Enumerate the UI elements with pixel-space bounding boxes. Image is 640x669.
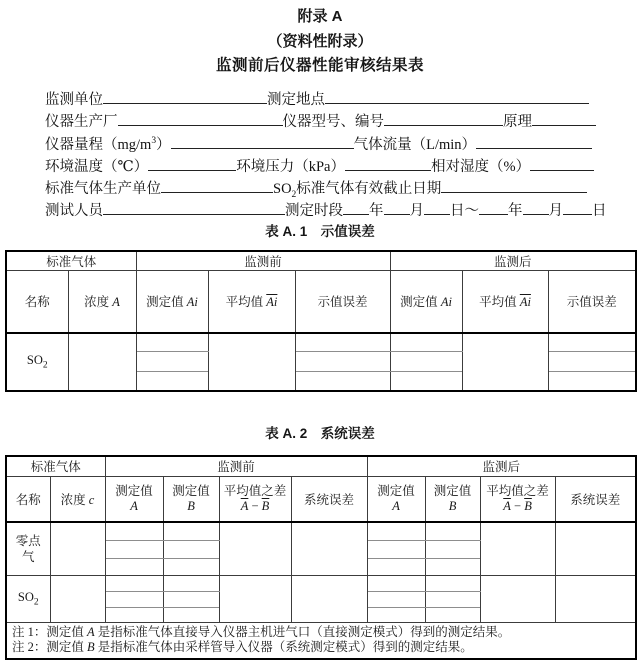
- empty-cell: [390, 333, 462, 352]
- empty-cell: [105, 558, 163, 575]
- empty-cell: [295, 333, 390, 352]
- column-header-row: [6, 476, 636, 522]
- empty-cell: [425, 522, 480, 540]
- form-label: 原理: [503, 114, 532, 131]
- empty-cell: [208, 333, 295, 391]
- form-label: 月: [409, 203, 424, 220]
- row-label-so2: $SO_2$: [6, 575, 50, 622]
- col-header-measured-after: 测定值 Ai: [390, 271, 462, 333]
- col-header-concentration: 浓度 A: [68, 271, 136, 333]
- col-header-mean-after: 平均值 $\overline{Ai}$: [462, 271, 548, 333]
- col-header-measured-a-before: 测定值 A: [105, 476, 163, 522]
- table-a2-system-error: [5, 455, 637, 660]
- data-subrow-1: [6, 333, 636, 352]
- group-header-standard-gas: 标准气体: [6, 456, 105, 476]
- appendix-subtitle: （资料性附录）: [267, 33, 373, 50]
- empty-cell: [425, 540, 480, 558]
- group-header-before-monitoring: 监测前: [136, 251, 390, 271]
- empty-cell: [367, 540, 425, 558]
- form-label: 月: [548, 203, 563, 220]
- col-header-system-error-after: 系统误差: [555, 476, 636, 522]
- col-header-system-error-before: 系统误差: [291, 476, 367, 522]
- zero-gas-subrow-1: [6, 522, 636, 540]
- empty-cell: [163, 607, 219, 622]
- form-label: 仪器生产厂: [45, 114, 118, 131]
- form-label: 监测单位: [45, 92, 103, 108]
- form-line: [45, 133, 630, 155]
- note-line-1: 注 1：测定值 A 是指标准气体直接导入仪器主机进气口（直接测定模式）得到的测定结果。: [12, 624, 511, 639]
- empty-cell: [548, 352, 636, 372]
- empty-cell: [555, 575, 636, 622]
- blank-field: [325, 89, 589, 104]
- col-header-concentration: 浓度 c: [50, 476, 105, 522]
- table-a1-indication-error: [5, 250, 637, 392]
- form-line: [45, 177, 630, 199]
- mean-diff-formula: $\overline{A} - \overline{B}$: [503, 498, 532, 513]
- form-label: 测定时段: [285, 203, 343, 220]
- empty-cell: [136, 372, 208, 391]
- col-header-measured-b-after: 测定值 B: [425, 476, 480, 522]
- empty-cell: [425, 607, 480, 622]
- empty-cell: [291, 522, 367, 575]
- form-label: 气体流量（L/min）: [353, 136, 477, 153]
- empty-cell: [295, 352, 390, 372]
- col-header-name: 名称: [6, 271, 68, 333]
- form-label: ）: [156, 136, 171, 153]
- group-header-after-monitoring: 监测后: [390, 251, 636, 271]
- blank-field: [161, 178, 273, 193]
- form-line: [45, 88, 630, 110]
- blank-field: [118, 111, 283, 126]
- blank-field: [441, 178, 587, 193]
- empty-cell: [68, 333, 136, 391]
- col-header-measured-before: 测定值 Ai: [136, 271, 208, 333]
- empty-cell: [390, 372, 462, 391]
- empty-cell: [219, 575, 291, 622]
- form-label: 日: [592, 203, 607, 220]
- column-header-row: [6, 271, 636, 333]
- group-header-standard-gas: 标准气体: [6, 251, 136, 271]
- form-section: [45, 88, 630, 222]
- group-header-after-monitoring: 监测后: [367, 456, 636, 476]
- empty-cell: [136, 352, 208, 372]
- form-line: [45, 155, 630, 177]
- blank-field: [171, 134, 354, 149]
- col-header-error-after: 示值误差: [548, 271, 636, 333]
- empty-cell: [548, 333, 636, 352]
- form-label: 仪器量程（mg/m: [45, 136, 152, 153]
- appendix-title: 附录 A: [297, 8, 343, 25]
- form-label: SO: [273, 181, 292, 198]
- empty-cell: [50, 575, 105, 622]
- empty-cell: [548, 372, 636, 391]
- blank-field: [384, 200, 410, 215]
- group-header-row: [6, 456, 636, 476]
- empty-cell: [136, 333, 208, 352]
- empty-cell: [425, 558, 480, 575]
- empty-cell: [163, 540, 219, 558]
- empty-cell: [291, 575, 367, 622]
- form-label: 环境压力（kPa）: [236, 158, 345, 175]
- form-label: 仪器型号、编号: [282, 114, 384, 131]
- empty-cell: [480, 522, 555, 575]
- form-label: 标准气体生产单位: [45, 181, 161, 198]
- empty-cell: [295, 372, 390, 391]
- form-label: 2: [291, 190, 297, 201]
- form-label: 测定地点: [267, 92, 325, 108]
- empty-cell: [425, 591, 480, 607]
- blank-field: [103, 200, 285, 215]
- empty-cell: [425, 575, 480, 591]
- empty-cell: [105, 607, 163, 622]
- empty-cell: [367, 607, 425, 622]
- empty-cell: [105, 522, 163, 540]
- form-label: 3: [151, 135, 157, 146]
- empty-cell: [163, 558, 219, 575]
- table-a1-caption: 表 A. 1 示值误差: [265, 224, 375, 239]
- empty-cell: [105, 575, 163, 591]
- form-label: 测试人员: [45, 203, 103, 220]
- blank-field: [532, 111, 596, 126]
- empty-cell: [163, 522, 219, 540]
- blank-field: [345, 156, 431, 171]
- empty-cell: [50, 522, 105, 575]
- col-header-measured-b-before: 测定值 B: [163, 476, 219, 522]
- empty-cell: [163, 575, 219, 591]
- blank-field: [343, 200, 369, 215]
- group-header-row: [6, 251, 636, 271]
- form-label: 年: [369, 203, 384, 220]
- form-line: [45, 110, 630, 132]
- empty-cell: [367, 558, 425, 575]
- empty-cell: [390, 352, 462, 372]
- so2-subrow-1: [6, 575, 636, 591]
- blank-field: [479, 200, 508, 215]
- row-label-so2: $SO_2$: [6, 333, 68, 391]
- empty-cell: [480, 575, 555, 622]
- doc-title: 监测前后仪器性能审核结果表: [215, 57, 424, 74]
- table-a2-caption: 表 A. 2 系统误差: [265, 426, 375, 441]
- blank-field: [424, 200, 450, 215]
- blank-field: [148, 156, 236, 171]
- row-label-zero-gas: 零点 气: [6, 522, 50, 575]
- col-header-mean-diff-before: 平均值之差 $\overline{A} - \overline{B}$: [219, 476, 291, 522]
- form-label: 年: [508, 203, 523, 220]
- empty-cell: [555, 522, 636, 575]
- form-label: 标准气体有效截止日期: [296, 181, 442, 198]
- col-header-mean-diff-after: 平均值之差 $\overline{A} - \overline{B}$: [480, 476, 555, 522]
- group-header-before-monitoring: 监测前: [105, 456, 367, 476]
- blank-field: [384, 111, 503, 126]
- mean-diff-formula: $\overline{A} - \overline{B}$: [240, 498, 270, 513]
- empty-cell: [219, 522, 291, 575]
- form-label: 日～: [450, 203, 479, 220]
- col-header-mean-before: 平均值 $\overline{Ai}$: [208, 271, 295, 333]
- notes-row: [6, 622, 636, 659]
- blank-field: [530, 156, 594, 171]
- empty-cell: [105, 540, 163, 558]
- form-line: [45, 199, 630, 221]
- empty-cell: [367, 575, 425, 591]
- empty-cell: [367, 591, 425, 607]
- blank-field: [563, 200, 592, 215]
- empty-cell: [105, 591, 163, 607]
- col-header-measured-a-after: 测定值 A: [367, 476, 425, 522]
- form-label: 相对湿度（%）: [430, 158, 531, 175]
- empty-cell: [367, 522, 425, 540]
- col-header-error-before: 示值误差: [295, 271, 390, 333]
- blank-field: [476, 134, 592, 149]
- note-line-2: 注 2：测定值 B 是指标准气体由采样管导入仪器（系统测定模式）得到的测定结果。: [12, 640, 473, 654]
- empty-cell: [462, 333, 548, 391]
- table-notes: [6, 622, 636, 659]
- form-label: 环境温度（℃）: [45, 158, 149, 175]
- empty-cell: [163, 591, 219, 607]
- col-header-name: 名称: [6, 476, 50, 522]
- blank-field: [523, 200, 549, 215]
- blank-field: [103, 89, 267, 104]
